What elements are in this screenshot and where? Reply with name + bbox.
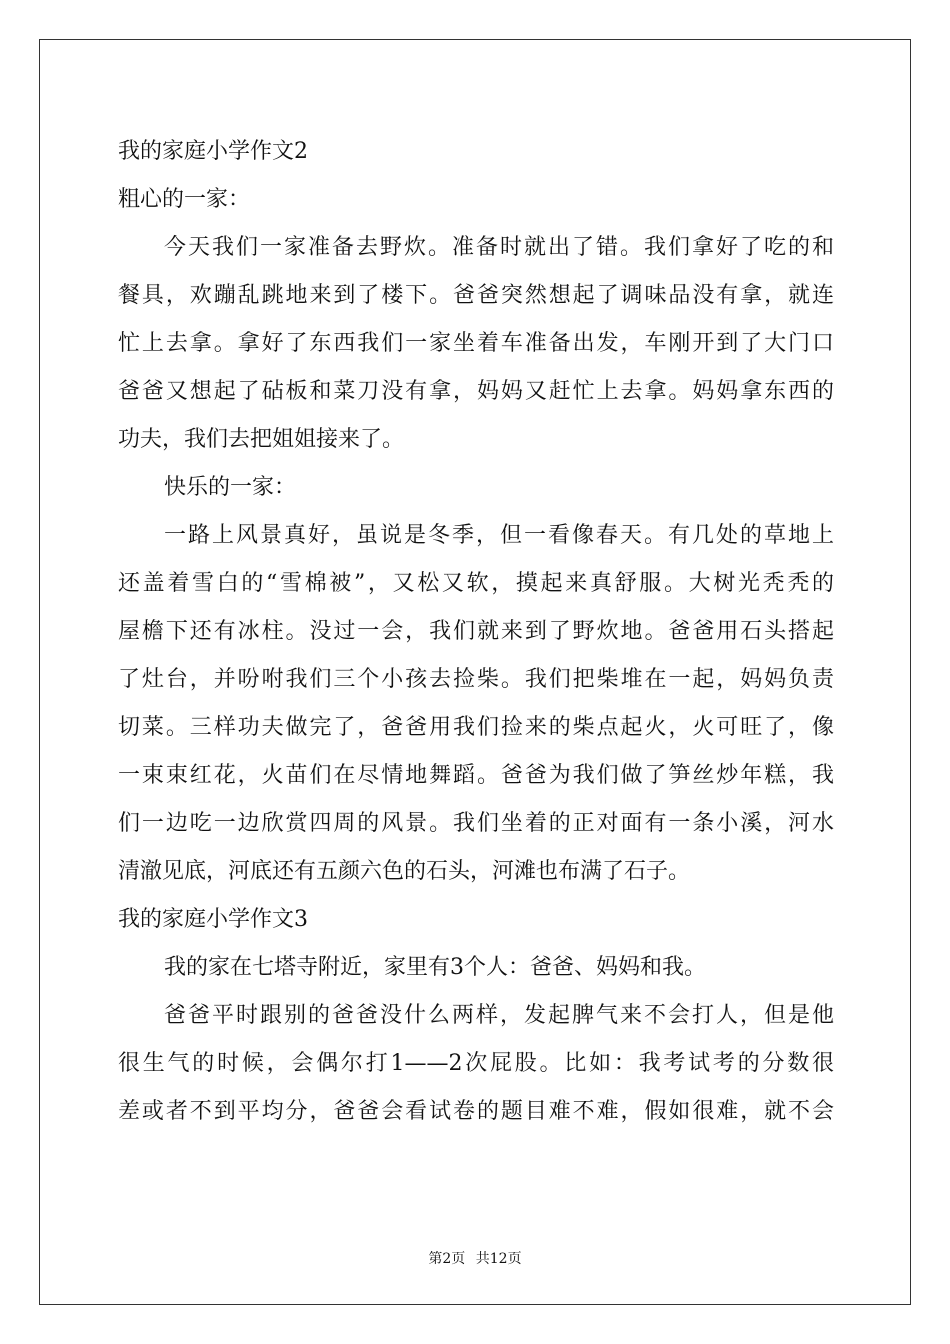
page-total: 共12页 <box>475 1251 522 1267</box>
text-line: 忙上去拿。拿好了东西我们一家坐着车准备出发，车刚开到了大门口 <box>118 331 834 356</box>
text-line: 粗心的一家： <box>118 187 251 212</box>
text-line: 还盖着雪白的“雪棉被”，又松又软，摸起来真舒服。大树光秃秃的 <box>118 571 834 596</box>
text-lines <box>118 128 834 1136</box>
text-line: 功夫，我们去把姐姐接来了。 <box>118 427 405 452</box>
page-number: 第2页 <box>428 1251 466 1267</box>
text-line: 清澈见底，河底还有五颜六色的石头，河滩也布满了石子。 <box>118 859 691 884</box>
text-line: 爸爸平时跟别的爸爸没什么两样，发起脾气来不会打人，但是他 <box>164 1003 834 1028</box>
text-line: 我的家庭小学作文2 <box>118 139 308 164</box>
text-line: 今天我们一家准备去野炊。准备时就出了错。我们拿好了吃的和 <box>164 235 834 260</box>
text-line: 了灶台，并吩咐我们三个小孩去捡柴。我们把柴堆在一起，妈妈负责 <box>118 667 834 692</box>
text-line: 快乐的一家： <box>164 475 297 500</box>
text-line: 很生气的时候，会偶尔打1——2次屁股。比如：我考试考的分数很 <box>118 1051 834 1076</box>
page-footer <box>0 1248 950 1268</box>
text-line: 一路上风景真好，虽说是冬季，但一看像春天。有几处的草地上 <box>164 523 834 548</box>
text-line: 切菜。三样功夫做完了，爸爸用我们捡来的柴点起火，火可旺了，像 <box>118 715 834 740</box>
document-body <box>118 128 834 1136</box>
text-line: 差或者不到平均分，爸爸会看试卷的题目难不难，假如很难，就不会 <box>118 1099 834 1124</box>
text-line: 一束束红花，火苗们在尽情地舞蹈。爸爸为我们做了笋丝炒年糕，我 <box>118 763 834 788</box>
text-line: 我的家在七塔寺附近，家里有3个人：爸爸、妈妈和我。 <box>164 955 706 980</box>
text-line: 我的家庭小学作文3 <box>118 907 308 932</box>
text-line: 们一边吃一边欣赏四周的风景。我们坐着的正对面有一条小溪，河水 <box>118 811 834 836</box>
text-line: 屋檐下还有冰柱。没过一会，我们就来到了野炊地。爸爸用石头搭起 <box>118 619 834 644</box>
text-line: 餐具，欢蹦乱跳地来到了楼下。爸爸突然想起了调味品没有拿，就连 <box>118 283 834 308</box>
text-line: 爸爸又想起了砧板和菜刀没有拿，妈妈又赶忙上去拿。妈妈拿东西的 <box>118 379 834 404</box>
